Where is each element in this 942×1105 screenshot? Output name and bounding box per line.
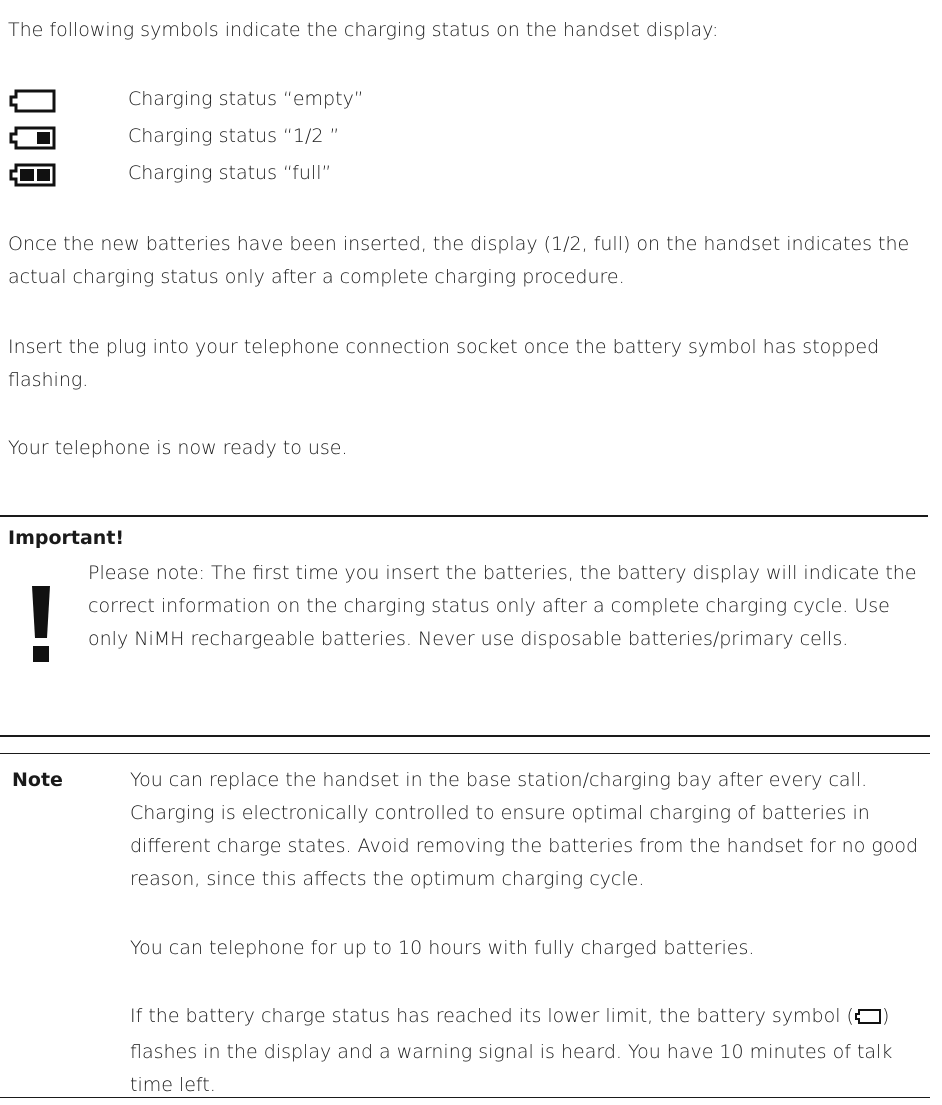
battery-empty-icon <box>854 1003 882 1036</box>
status-label: Charging status “empty” <box>128 88 364 110</box>
charging-status-list <box>8 81 364 192</box>
note-paragraph-3 <box>130 1000 935 1102</box>
plug-paragraph: Insert the plug into your telephone connection socket once the battery symbol has stopped flashing. <box>8 336 880 391</box>
battery-empty-icon <box>8 81 128 118</box>
battery-half-icon <box>8 118 128 155</box>
list-item <box>8 118 364 155</box>
bottom-divider <box>0 1097 930 1098</box>
note-divider-thin <box>0 753 930 754</box>
intro-text: The following symbols indicate the charging status on the handset display: <box>8 19 719 41</box>
important-heading: Important! <box>8 527 125 549</box>
exclamation-icon <box>30 586 52 662</box>
important-divider <box>0 515 928 517</box>
inserted-paragraph: Once the new batteries have been inserted, the display (1/2, full) on the handset indicates the actual charging status only after a complete charging procedure. <box>8 233 910 288</box>
note-divider-top <box>0 735 930 737</box>
note-paragraph-3-before: If the battery charge status has reached its lower limit, the battery symbol ( <box>130 1005 854 1027</box>
battery-full-icon <box>8 155 128 192</box>
important-body: Please note: The first time you insert the batteries, the battery display will indicate the correct information on the charging status only after a complete charging cycle. Use only NiMH rechargeable batteries. Never use disposable batteries/primary cells. <box>88 562 917 650</box>
status-label: Charging status “full” <box>128 162 332 184</box>
note-heading: Note <box>12 769 63 791</box>
note-paragraph-1: You can replace the handset in the base station/charging bay after every call. Charging is electronically controlled to ensure optimal charging of batteries in different charge states. Avoid removing the batteries from the handset for no good reason, since this affects the optimum charging cycle. <box>130 769 919 890</box>
list-item <box>8 155 364 192</box>
note-paragraph-2: You can telephone for up to 10 hours with fully charged batteries. <box>130 937 755 959</box>
note-paragraph-3-after: ) flashes in the display and a warning signal is heard. You have 10 minutes of talk time left. <box>130 1005 893 1096</box>
ready-paragraph: Your telephone is now ready to use. <box>8 437 348 459</box>
list-item <box>8 81 364 118</box>
status-label: Charging status “1/2 ” <box>128 125 340 147</box>
